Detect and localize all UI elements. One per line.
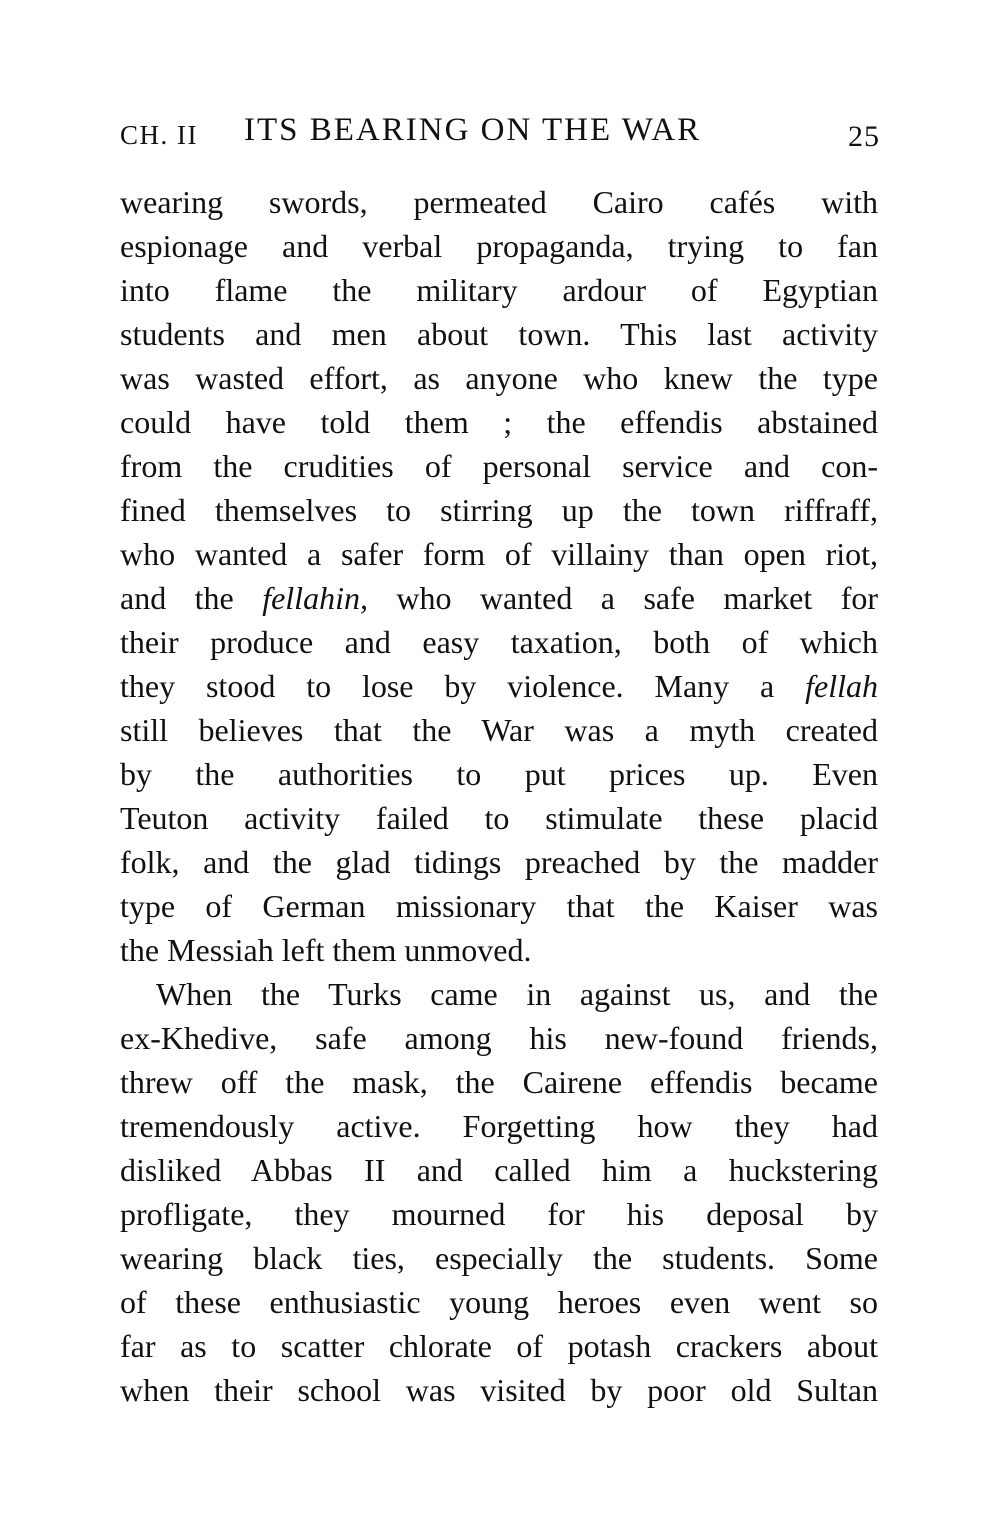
text-line: was wasted effort, as anyone who knew the type [120,360,878,396]
text-line: When the Turks came in against us, and the [156,976,878,1012]
text-line: wearing swords, permeated Cairo cafés with [120,184,878,220]
text-fragment: who wanted a safe market for [367,580,879,616]
italic-term: fellah [805,668,878,704]
paragraph-1 [120,180,878,972]
text-line: fined themselves to stirring up the town riffraff, [120,492,878,528]
text-line: the Messiah left them unmoved. [120,932,532,968]
text-line: into flame the military ardour of Egyptian [120,272,878,308]
text-line: their produce and easy taxation, both of which [120,624,878,660]
chapter-label: CH. II [120,120,198,150]
text-line: folk, and the glad tidings preached by the madder [120,844,878,880]
text-line: students and men about town. This last activity [120,316,878,352]
body-text [120,180,878,1412]
text-line: profligate, they mourned for his deposal by [120,1196,878,1232]
text-line: espionage and verbal propaganda, trying to fan [120,228,878,264]
text-line: when their school was visited by poor old Sultan [120,1372,878,1408]
text-line: still believes that the War was a myth created [120,712,878,748]
text-fragment: and the [120,580,263,616]
running-title: ITS BEARING ON THE WAR [244,112,702,148]
text-line: who wanted a safer form of villainy than open riot, [120,536,878,572]
text-line: type of German missionary that the Kaiser was [120,888,878,924]
text-line: of these enthusiastic young heroes even went so [120,1284,878,1320]
running-head [120,112,882,162]
text-fragment: they stood to lose by violence. Many a [120,668,806,704]
text-line: disliked Abbas II and called him a huckstering [120,1152,878,1188]
text-line: ex-Khedive, safe among his new-found friends, [120,1020,878,1056]
text-line: from the crudities of personal service and con- [120,448,878,484]
text-line-with-italic [120,664,878,708]
text-line: Teuton activity failed to stimulate these placid [120,800,878,836]
paragraph-2 [120,972,878,1412]
page-number: 25 [848,120,880,153]
text-line: by the authorities to put prices up. Even [120,756,878,792]
text-line: could have told them ; the effendis abstained [120,404,878,440]
text-line: tremendously active. Forgetting how they had [120,1108,878,1144]
italic-term: fellahin, [262,580,368,616]
text-line-with-italic [120,576,878,620]
text-line: threw off the mask, the Cairene effendis became [120,1064,878,1100]
text-line: far as to scatter chlorate of potash crackers about [120,1328,878,1364]
text-line: wearing black ties, especially the students. Some [120,1240,878,1276]
